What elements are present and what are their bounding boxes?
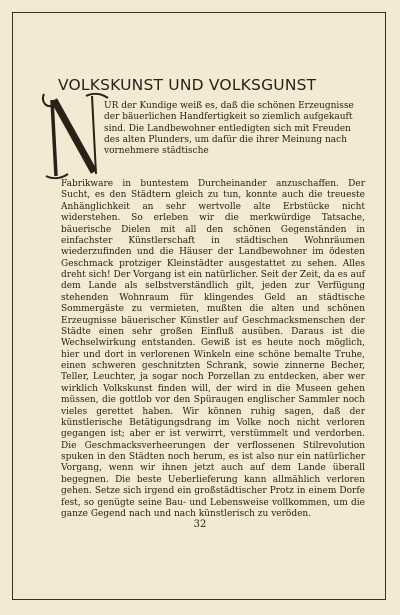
page-number: 32 bbox=[193, 519, 207, 530]
intro-paragraph: UR der Kundige weiß es, daß die schönen Erzeugnisse der bäuerlichen Handfertigkeit so ziemlich aufgekauft sind. Die Landbewohner entledigten sich mit Freuden des alten Plunders, um dafür die ihrer Meinung nach vornehmere städtische bbox=[104, 101, 354, 157]
article-title: VOLKSKUNST UND VOLKSGUNST bbox=[58, 76, 317, 94]
drop-cap-n-ornament bbox=[40, 88, 112, 182]
body-paragraph: Fabrikware in buntestem Durcheinander anzuschaffen. Der Sucht, es den Städtern gleich zu tun, konnte auch die treueste Anhänglichkeit an sehr wertvolle alte Erbstücke nicht widerstehen. So erleben wir die merkwürdige Tatsache, bäuerische Dielen mit all den schönen Gegenständen in einfachster Künstlerschaft in städtischen Wohnräumen wiederzufinden und die Häuser der Landbewohner im ödesten Geschmack protziger Kleinstädter ausgestattet zu sehen. Alles dreht sich! Der Vorgang ist ein natürlicher. Seit der Zeit, da es auf dem Lande als selbstverständlich gilt, jeden zur Verfügung stehenden Wohnraum für klingendes Geld an städtische Sommergäste zu vermieten, mußten die alten und schönen Erzeugnisse bäuerischer Künstler auf Geschmacksmenschen der Städte einen sehr großen Einfluß ausüben. Daraus ist die Wechselwirkung entstanden. Gewiß ist es heute noch möglich, hier und dort in verlorenen Winkeln eine schöne bemalte Truhe, einen schweren geschnitzten Schrank, sowie zinnerne Becher, Teller, Leuchter, ja sogar noch Porzellan zu entdecken, aber wer wirklich Volkskunst finden will, der wird in die Museen gehen müssen, die gottlob vor den Spüraugen englischer Sammler noch vieles gerettet haben. Wir können ruhig sagen, daß der künstlerische Betätigungsdrang im Volke noch nicht verloren gegangen ist; aber er ist verwirrt, verstümmelt und verdorben. Die Geschmacksverheerungen der verflossenen Stilrevolution spuken in den Städten noch herum, es ist also nur ein natürlicher Vorgang, wenn wir ihnen jetzt auch auf dem Lande überall begegnen. Die beste Ueberlieferung kann allmählich verloren gehen. Setze sich irgend ein großstädtischer Protz in einem Dorfe fest, so genügte seine Bau- und Lebensweise vollkommen, um die ganze Gegend nach und nach künstlerisch zu veröden. bbox=[61, 179, 365, 519]
